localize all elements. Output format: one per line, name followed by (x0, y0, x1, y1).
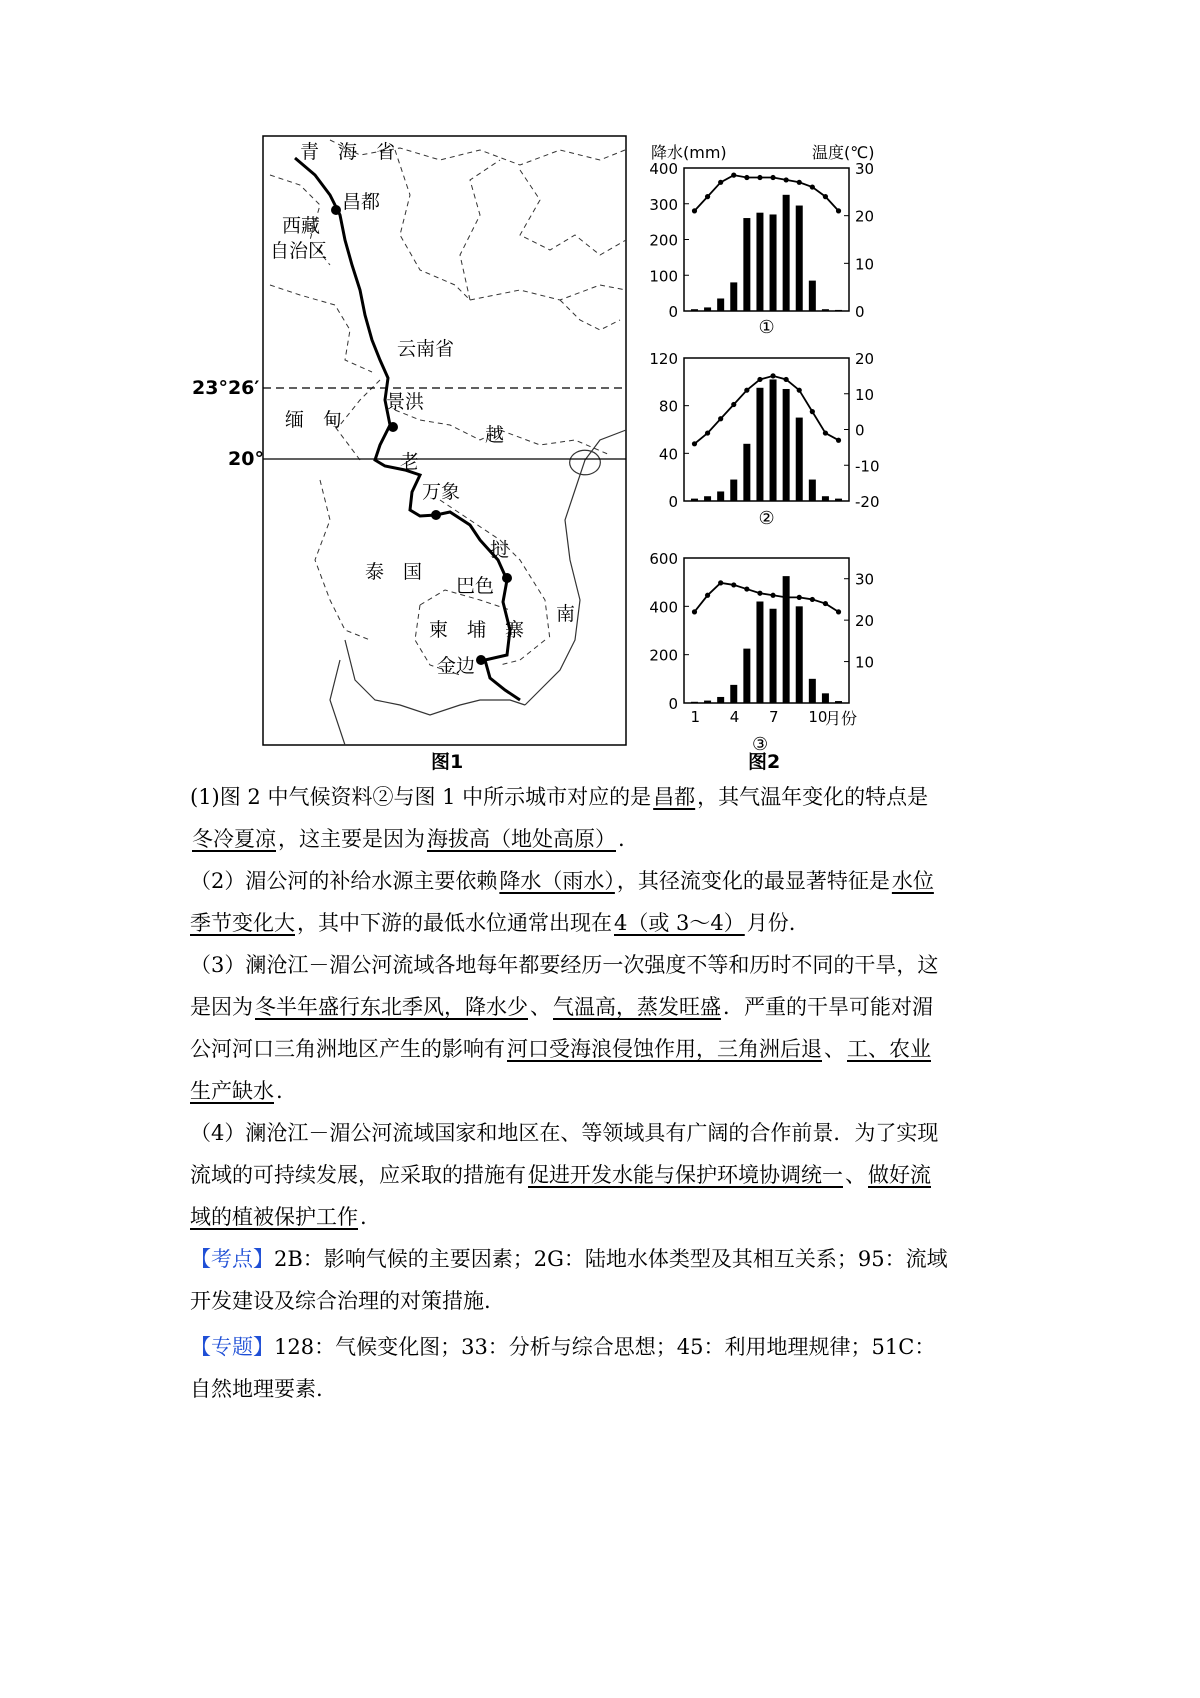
q2-text-d: ，其中下游的最低水位通常出现在 (297, 911, 612, 935)
right-tick-label: 10 (855, 653, 875, 672)
left-tick-label: 0 (668, 695, 678, 713)
right-tick-label: 10 (855, 255, 875, 274)
q2-answer-2: 水位季节变化大 (190, 869, 934, 935)
q3-text-e: 、 (824, 1037, 845, 1061)
climate-caption: 图2 (748, 751, 781, 773)
left-tick-label: 100 (649, 267, 678, 286)
right-tick-label: 10 (855, 385, 875, 404)
border-lines (270, 140, 626, 675)
temp-point (770, 593, 775, 598)
q4-text-c: 、 (845, 1163, 866, 1187)
question-3 (190, 944, 950, 1112)
label-miandian: 缅 甸 (285, 409, 343, 431)
left-tick-label: 40 (658, 445, 678, 464)
temp-point (823, 194, 828, 199)
temp-point (770, 175, 775, 180)
question-4 (190, 1112, 950, 1238)
temp-line (694, 376, 838, 444)
precip-bar (704, 701, 711, 703)
temp-point (784, 377, 789, 382)
city-dot-changdu (331, 205, 341, 215)
q1-text-c: ，其气温年变化的特点是 (697, 785, 929, 809)
kaodian-tag: 【考点】 (190, 1247, 274, 1271)
temp-point (718, 416, 723, 421)
q3-answer-3: 河口受海浪侵蚀作用，三角洲后退 (507, 1037, 822, 1061)
q2-text-c: ，其径流变化的最显著特征是 (616, 869, 890, 893)
precip-bar (822, 496, 829, 501)
temp-point (731, 402, 736, 407)
precip-bar (743, 444, 750, 501)
left-tick-label: 600 (649, 550, 678, 568)
map-caption: 图1 (431, 751, 464, 773)
left-tick-label: 0 (668, 303, 678, 321)
precip-bar (835, 499, 842, 501)
temp-point (692, 609, 697, 614)
precip-bar (691, 499, 698, 501)
figure-area (0, 0, 1200, 780)
x-tick-label: 4 (729, 708, 740, 726)
header-precip: 降水(mm) (651, 143, 727, 162)
q2-text-e: 月份. (746, 911, 796, 935)
label-wanxiang: 万象 (422, 481, 461, 503)
precip-bar (756, 213, 763, 311)
q4-text-d: . (360, 1205, 367, 1229)
city-dot-jinbian (476, 655, 486, 665)
precip-bar (704, 496, 711, 501)
temp-point (836, 609, 841, 614)
q3-answer-1: 冬半年盛行东北季风，降水少 (255, 995, 528, 1019)
temp-point (770, 373, 775, 378)
temp-point (797, 595, 802, 600)
label-jianpuzhai: 柬 埔 寨 (429, 619, 525, 641)
q4-answer-1: 促进开发水能与保护环境协调统一 (528, 1163, 843, 1187)
city-dot-wanxiang (431, 510, 441, 520)
temp-point (836, 438, 841, 443)
temp-point (823, 430, 828, 435)
temp-point (784, 177, 789, 182)
q4-text-a: （4）澜沧江－湄公河流域国家和地区在、等领域具有广阔的合作前景．为了实现流域的可持续发展，应采取的措施有 (190, 1121, 939, 1187)
precip-bar (809, 480, 816, 501)
precip-bar (704, 307, 711, 311)
label-xizang-1: 西藏 (282, 215, 321, 237)
right-tick-label: 20 (855, 350, 875, 368)
right-tick-label: -10 (855, 457, 880, 476)
label-wo: 挝 (490, 539, 510, 561)
precip-bar (730, 685, 737, 703)
map-figure (192, 136, 626, 773)
precip-bar (796, 206, 803, 311)
city-dot-base (502, 573, 512, 583)
temp-point (744, 175, 749, 180)
right-tick-label: 30 (855, 160, 875, 178)
left-tick-label: 80 (658, 397, 678, 416)
precip-bar (730, 282, 737, 311)
precip-bar (809, 679, 816, 703)
kaodian (190, 1238, 950, 1322)
precip-bar (835, 701, 842, 703)
temp-point (744, 586, 749, 591)
q1-text-e: . (618, 827, 625, 851)
climate-figure (649, 143, 879, 773)
precip-bar (796, 418, 803, 501)
question-1 (190, 776, 950, 860)
label-lao: 老 (400, 451, 420, 473)
q3-answer-4: 工、农业生产缺水 (190, 1037, 931, 1103)
precip-bar (770, 379, 777, 501)
precip-bar (796, 606, 803, 703)
temp-point (810, 409, 815, 414)
precip-bar (822, 309, 829, 311)
precip-bar (717, 298, 724, 311)
kaodian-text: 2B：影响气候的主要因素；2G：陆地水体类型及其相互关系；95：流域开发建设及综合治理的对策措施. (190, 1247, 948, 1313)
right-tick-label: 0 (855, 421, 865, 440)
temp-point (731, 173, 736, 178)
q2-answer-3: 4（或 3～4） (614, 911, 745, 935)
q2-text-a: （2）湄公河的补给水源主要依赖 (190, 869, 498, 893)
temp-point (810, 597, 815, 602)
lat-label-tropic: 23°26′ (192, 377, 260, 399)
chart-label: ① (758, 317, 775, 338)
q3-text-c: 、 (530, 995, 551, 1019)
temp-point (784, 595, 789, 600)
q1-text-a: (1)图 2 中气候资料②与图 1 中所示城市对应的是 (190, 785, 652, 809)
left-tick-label: 0 (668, 493, 678, 511)
right-tick-label: 20 (855, 612, 875, 631)
precip-bar (809, 281, 816, 311)
left-tick-label: 200 (649, 231, 678, 250)
climate-charts (649, 160, 879, 755)
precip-bar (756, 388, 763, 501)
precip-bar (743, 218, 750, 311)
q3-text-d: ．严重的干旱可能对湄公河河口三角洲地区产生的影响有 (190, 995, 933, 1061)
q3-text-f: . (276, 1079, 283, 1103)
question-block (190, 776, 950, 1410)
x-tick-label: 1 (690, 708, 701, 726)
precip-bar (783, 389, 790, 501)
lat-label-20: 20° (228, 448, 264, 470)
chart-frame (684, 168, 849, 311)
precip-bar (691, 702, 698, 703)
temp-line (694, 175, 838, 211)
label-nan: 南 (556, 603, 576, 625)
x-axis-label: 月份 (825, 709, 858, 728)
precip-bar (835, 310, 842, 311)
temp-point (744, 388, 749, 393)
q1-answer-2: 冬冷夏凉 (192, 827, 276, 851)
q1-answer-3: 海拔高（地处高原） (427, 827, 616, 851)
left-tick-label: 400 (649, 598, 678, 617)
temp-point (757, 591, 762, 596)
temp-point (757, 377, 762, 382)
temp-point (797, 388, 802, 393)
x-tick-label: 7 (769, 708, 779, 726)
temp-point (718, 180, 723, 185)
right-tick-label: -20 (855, 493, 880, 511)
zhuanti-tag: 【专题】 (190, 1335, 274, 1359)
zhuanti-text: 128：气候变化图；33：分析与综合思想；45：利用地理规律；51C：自然地理要素. (190, 1335, 936, 1401)
q3-answer-2: 气温高，蒸发旺盛 (553, 995, 721, 1019)
q4-answer-2: 做好流域的植被保护工作 (190, 1163, 931, 1229)
temp-point (731, 582, 736, 587)
precip-bar (691, 309, 698, 311)
temp-point (705, 194, 710, 199)
temp-point (797, 180, 802, 185)
right-tick-label: 30 (855, 570, 875, 589)
q2-answer-1: 降水（雨水） (499, 869, 615, 893)
label-jinghong: 景洪 (386, 391, 425, 413)
temp-line (694, 583, 838, 612)
temp-point (823, 601, 828, 606)
precip-bar (783, 195, 790, 311)
precip-bar (730, 480, 737, 501)
label-taiguo: 泰 国 (365, 561, 423, 583)
label-yunnan: 云南省 (397, 338, 455, 360)
label-changdu: 昌都 (342, 191, 381, 213)
header-temp: 温度(℃) (812, 143, 875, 162)
precip-bar (743, 649, 750, 703)
q3-text-a: （3）澜沧江－湄公河流域各地每年都要经历一次强度不等和历时不同的干旱，这是因为 (190, 953, 939, 1019)
precip-bar (717, 697, 724, 703)
temp-point (836, 208, 841, 213)
chart-label: ② (758, 508, 775, 529)
label-yue: 越 (485, 424, 505, 446)
left-tick-label: 400 (649, 160, 678, 178)
right-tick-label: 0 (855, 303, 865, 321)
right-tick-label: 20 (855, 207, 875, 226)
left-tick-label: 300 (649, 195, 678, 214)
chart-frame (684, 558, 849, 703)
temp-point (810, 184, 815, 189)
label-xizang-2: 自治区 (270, 240, 328, 262)
precip-bar (770, 609, 777, 703)
temp-point (757, 175, 762, 180)
left-tick-label: 200 (649, 646, 678, 665)
chart-label: ③ (752, 734, 769, 755)
label-base: 巴色 (456, 575, 495, 597)
precip-bar (822, 693, 829, 703)
precip-bar (756, 602, 763, 704)
temp-point (718, 580, 723, 585)
label-qinghai: 青 海 省 (300, 141, 396, 163)
temp-point (692, 208, 697, 213)
temp-point (692, 441, 697, 446)
x-tick-label: 10 (808, 708, 828, 726)
label-jinbian: 金边 (437, 655, 476, 677)
precip-bar (770, 214, 777, 311)
q1-text-d: ，这主要是因为 (278, 827, 425, 851)
city-dot-jinghong (388, 422, 398, 432)
left-tick-label: 120 (649, 350, 678, 368)
question-2 (190, 860, 950, 944)
temp-point (705, 430, 710, 435)
zhuanti (190, 1326, 950, 1410)
temp-point (705, 593, 710, 598)
precip-bar (717, 491, 724, 501)
q1-answer-1: 昌都 (653, 785, 696, 809)
